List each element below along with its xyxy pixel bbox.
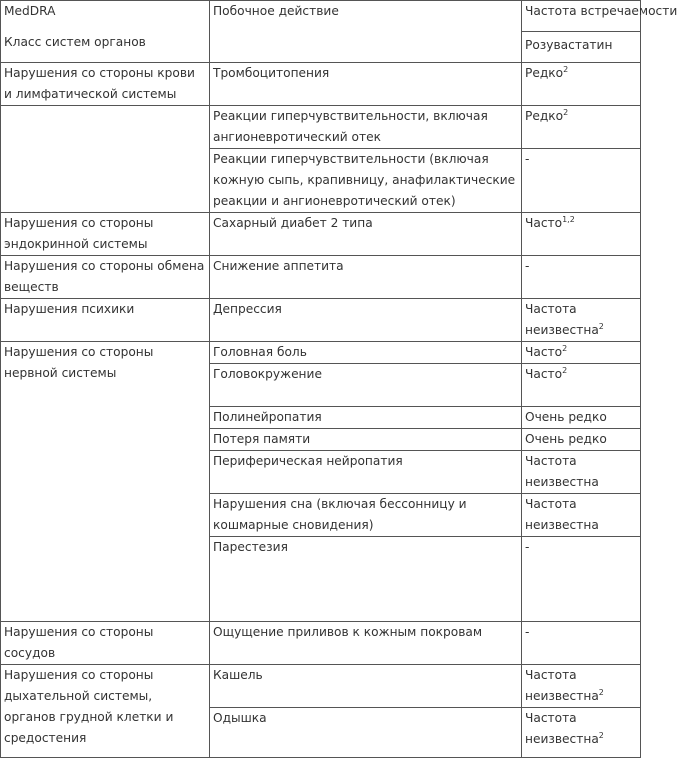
side-effect-cell: Депрессия: [210, 299, 522, 342]
frequency-cell: -: [522, 256, 641, 299]
frequency-text: Редко: [525, 109, 564, 123]
footnote-ref: 2: [598, 688, 604, 697]
side-effect-cell: Тромбоцитопения: [210, 63, 522, 106]
frequency-text: Частота: [525, 497, 577, 511]
frequency-text: Частота: [525, 668, 577, 682]
frequency-cell: [522, 451, 641, 494]
side-effect-cell: Снижение аппетита: [210, 256, 522, 299]
footnote-ref: 2: [598, 731, 604, 740]
organ-class-cell: Нарушения со стороны крови и лимфатической системы: [1, 63, 210, 106]
frequency-cell: [522, 342, 641, 364]
footnote-ref: 2: [562, 344, 568, 353]
table-row: [1, 213, 641, 256]
footnote-ref: 2: [562, 366, 568, 375]
table-row: [1, 342, 641, 364]
side-effect-cell: Периферическая нейропатия: [210, 451, 522, 494]
side-effect-cell: Парестезия: [210, 537, 522, 622]
frequency-text: Часто: [525, 367, 563, 381]
frequency-cell: -: [522, 537, 641, 622]
side-effect-cell: Реакции гиперчувствительности (включая кожную сыпь, крапивницу, анафилактические реакции и ангионевротический отек): [210, 149, 522, 213]
table-row: [1, 665, 641, 708]
frequency-text: Часто: [525, 345, 563, 359]
header-organ-class: [1, 1, 210, 63]
frequency-cell: -: [522, 149, 641, 213]
frequency-cell: [522, 494, 641, 537]
frequency-cell: [522, 665, 641, 708]
frequency-text: неизвестна: [525, 323, 599, 337]
table-row: [1, 299, 641, 342]
footnote-ref: 2: [563, 108, 569, 117]
organ-class-cell: Нарушения со стороны обмена веществ: [1, 256, 210, 299]
frequency-text: неизвестна: [525, 732, 599, 746]
side-effect-cell: Головная боль: [210, 342, 522, 364]
frequency-cell: [522, 708, 641, 758]
frequency-text: Частота: [525, 454, 577, 468]
organ-class-cell: Нарушения психики: [1, 299, 210, 342]
footnote-ref: 2: [598, 322, 604, 331]
footnote-ref: 2: [563, 65, 569, 74]
footnote-ref: 1,2: [562, 215, 575, 224]
side-effect-cell: Реакции гиперчувствительности, включая ангионевротический отек: [210, 106, 522, 149]
table-row: [1, 256, 641, 299]
frequency-text: неизвестна: [525, 518, 599, 532]
side-effect-cell: Нарушения сна (включая бессонницу и кошмарные сновидения): [210, 494, 522, 537]
frequency-cell: Очень редко: [522, 407, 641, 429]
frequency-cell: Очень редко: [522, 429, 641, 451]
header-row: [1, 1, 641, 32]
header-organ-class-label: Класс систем органов: [4, 35, 146, 49]
side-effect-cell: Потеря памяти: [210, 429, 522, 451]
organ-class-cell: Нарушения со стороны нервной системы: [1, 342, 210, 622]
organ-class-cell-empty: [1, 106, 210, 213]
side-effect-cell: Ощущение приливов к кожным покровам: [210, 622, 522, 665]
frequency-text: Частота: [525, 711, 577, 725]
frequency-cell: [522, 213, 641, 256]
frequency-cell: [522, 63, 641, 106]
frequency-text: неизвестна: [525, 475, 599, 489]
frequency-text: Частота: [525, 302, 577, 316]
side-effect-cell: Головокружение: [210, 364, 522, 407]
table-row: [1, 106, 641, 149]
side-effect-cell: Сахарный диабет 2 типа: [210, 213, 522, 256]
frequency-text: Часто: [525, 216, 563, 230]
header-rosuvastatin: Розувастатин: [522, 32, 641, 63]
frequency-cell: -: [522, 622, 641, 665]
frequency-cell: [522, 106, 641, 149]
organ-class-cell: Нарушения со стороны сосудов: [1, 622, 210, 665]
header-frequency: Частота встречаемости: [522, 1, 641, 32]
side-effect-cell: Одышка: [210, 708, 522, 758]
organ-class-cell: Нарушения со стороны эндокринной системы: [1, 213, 210, 256]
frequency-cell: [522, 364, 641, 407]
side-effect-cell: Кашель: [210, 665, 522, 708]
header-meddra-label: MedDRA: [4, 4, 56, 18]
frequency-cell: [522, 299, 641, 342]
table-row: [1, 622, 641, 665]
side-effect-cell: Полинейропатия: [210, 407, 522, 429]
frequency-text: Редко: [525, 66, 564, 80]
table-row: [1, 63, 641, 106]
organ-class-cell: Нарушения со стороны дыхательной системы, органов грудной клетки и средостения: [1, 665, 210, 758]
frequency-text: неизвестна: [525, 689, 599, 703]
header-side-effect: Побочное действие: [210, 1, 522, 63]
